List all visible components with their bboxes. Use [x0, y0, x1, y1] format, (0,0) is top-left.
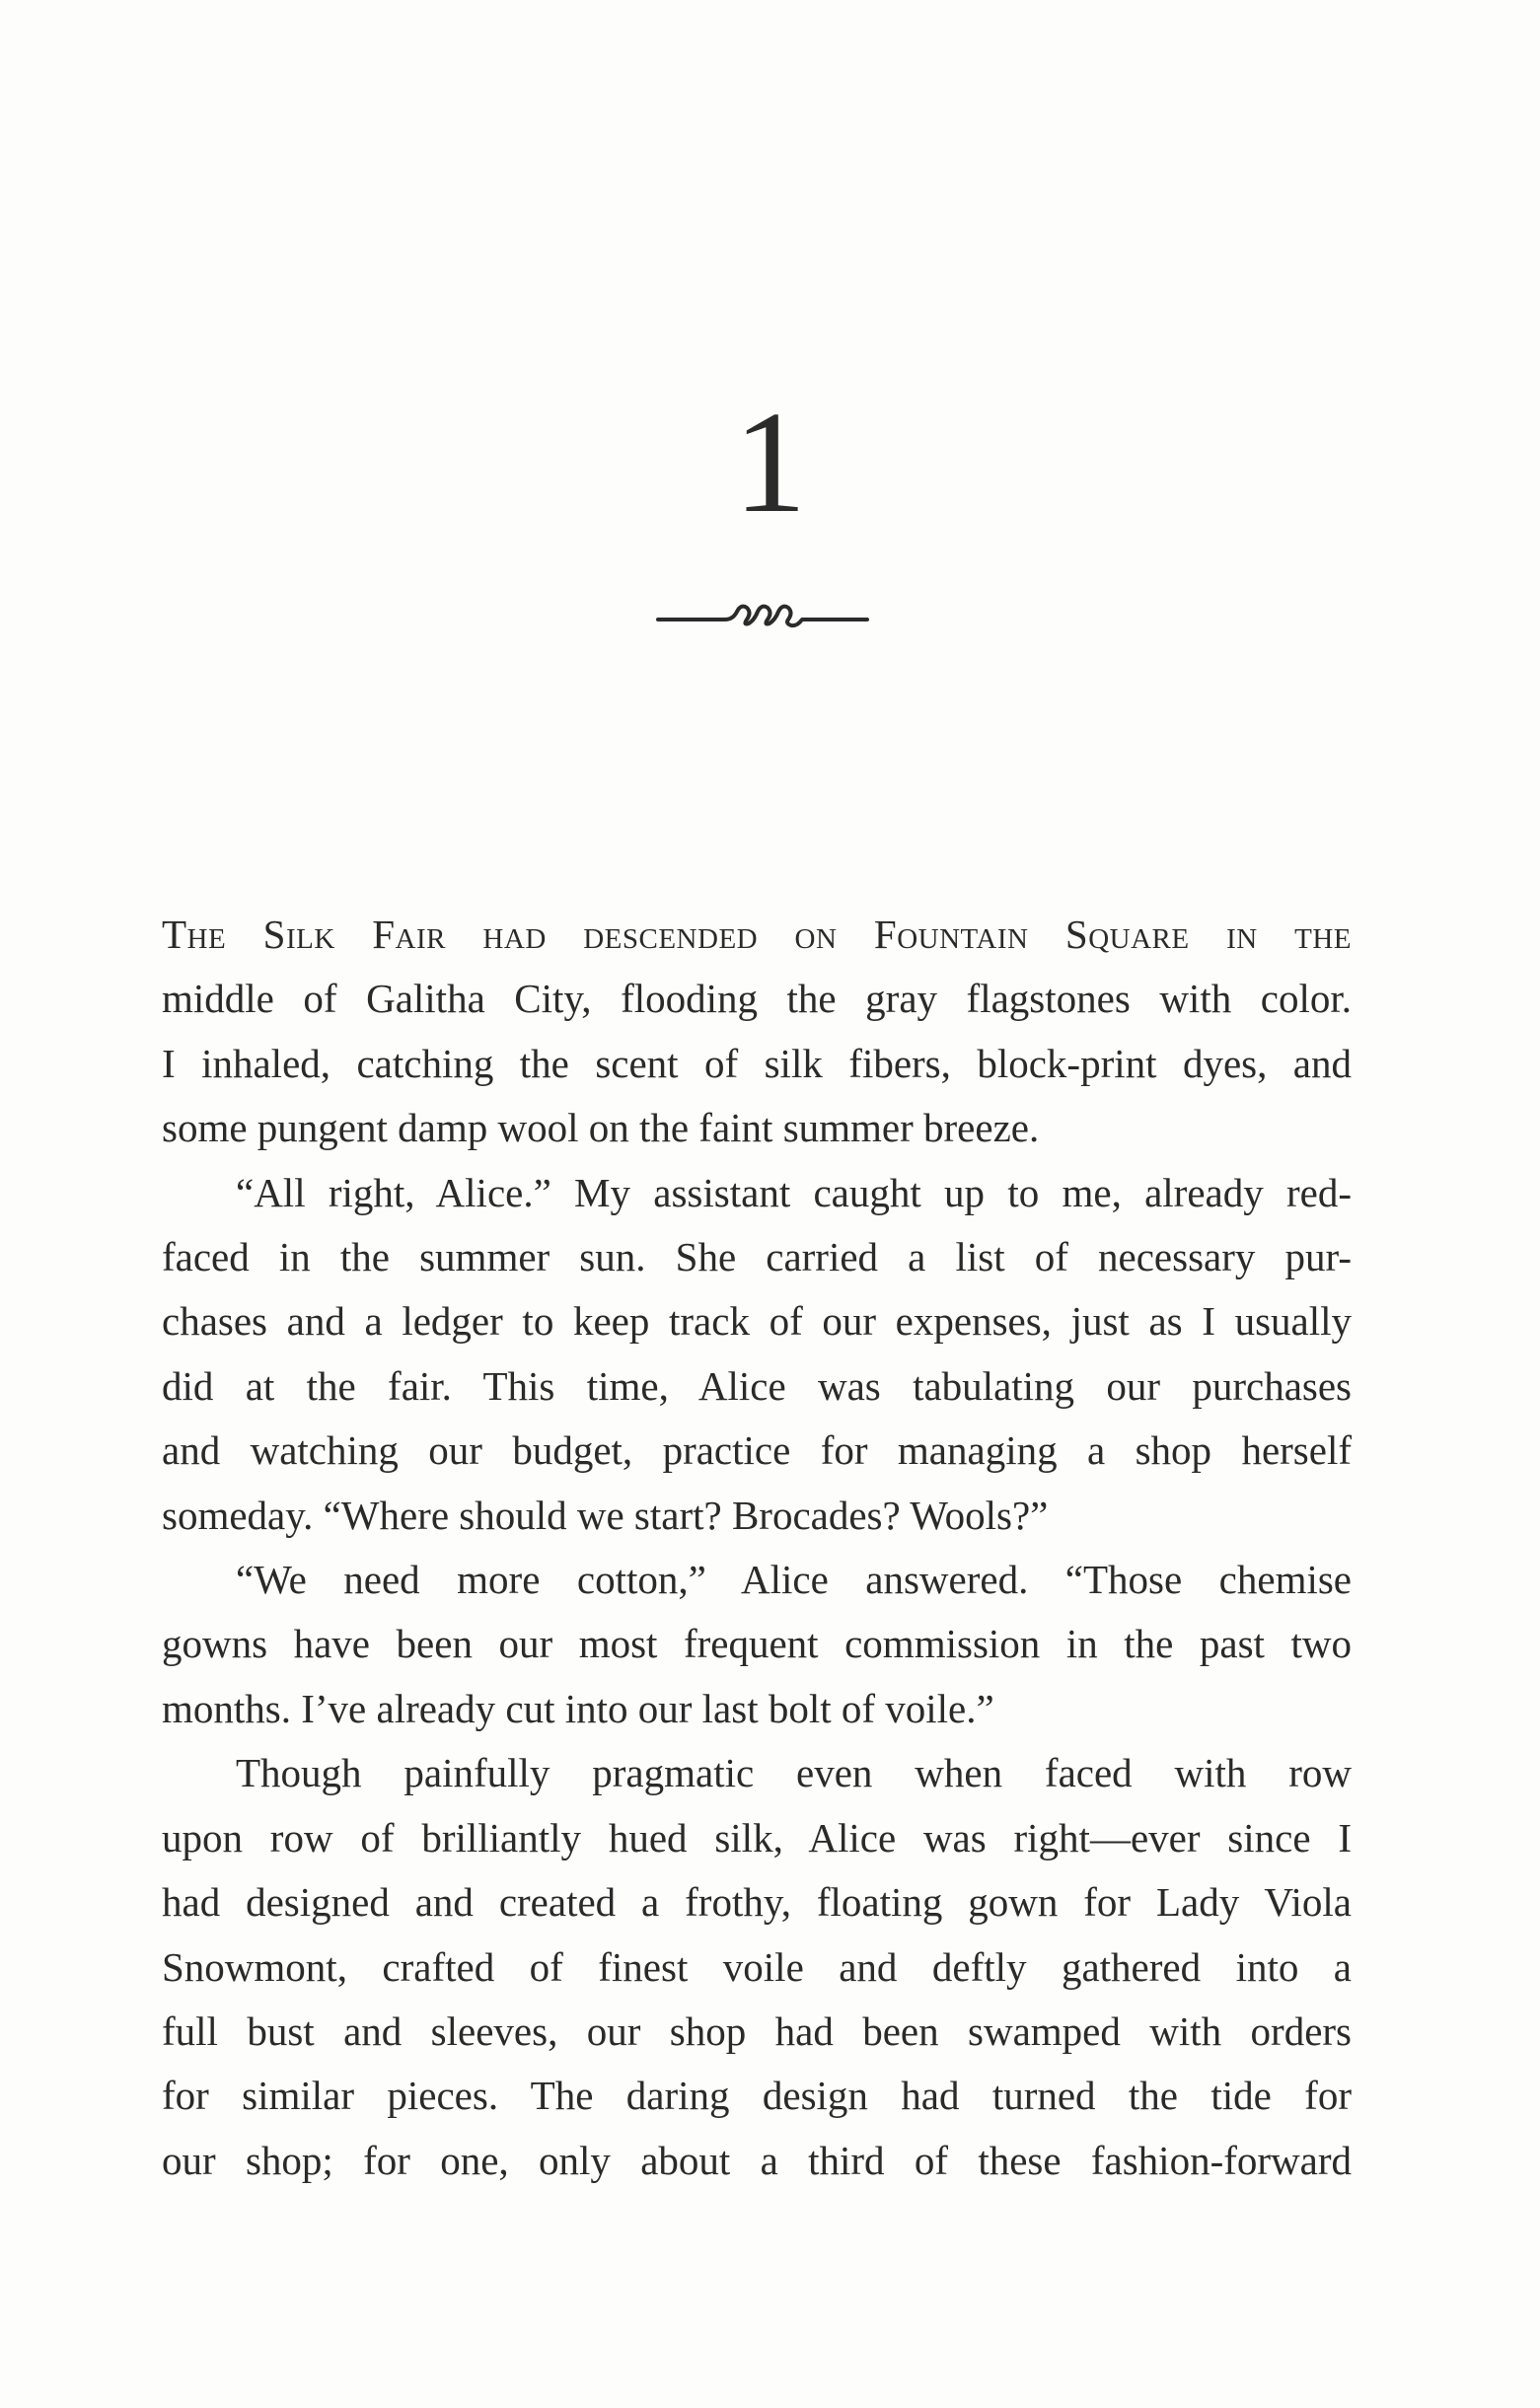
text-line: upon row of brilliantly hued silk, Alice was right—ever since I: [162, 1814, 1352, 1861]
text-line: for similar pieces. The daring design had turned the tide for: [162, 2073, 1352, 2119]
text-line: faced in the summer sun. She carried a list of necessary pur-: [162, 1234, 1352, 1280]
text-line: months. I’ve already cut into our last bolt of voile.”: [162, 1685, 994, 1731]
text-line: full bust and sleeves, our shop had been swamped with orders: [162, 2007, 1352, 2054]
text-line: middle of Galitha City, flooding the gray flagstones with color.: [162, 976, 1352, 1022]
text-line: I inhaled, catching the scent of silk fibers, block-print dyes, and: [162, 1040, 1352, 1086]
text-line: someday. “Where should we start? Brocades? Wools?”: [162, 1492, 1049, 1538]
opening-line: The Silk Fair had descended on Fountain Square in the: [162, 912, 1352, 957]
text-line: “All right, Alice.” My assistant caught up to me, already red-: [236, 1169, 1352, 1215]
scroll-flourish-icon: [656, 590, 869, 639]
text-line: and watching our budget, practice for managing a shop herself: [162, 1427, 1352, 1474]
chapter-number: 1: [733, 382, 807, 544]
text-line: “We need more cotton,” Alice answered. “Those chemise: [236, 1557, 1352, 1603]
text-line: Snowmont, crafted of finest voile and deftly gathered into a: [162, 1943, 1352, 1990]
text-line: gowns have been our most frequent commission in the past two: [162, 1621, 1352, 1667]
text-line: did at the fair. This time, Alice was tabulating our purchases: [162, 1362, 1352, 1409]
text-line: some pungent damp wool on the faint summer breeze.: [162, 1105, 1040, 1151]
text-line: Though painfully pragmatic even when faced with row: [236, 1750, 1352, 1796]
text-line: our shop; for one, only about a third of these fashion-forward: [162, 2137, 1352, 2183]
text-line: chases and a ledger to keep track of our expenses, just as I usually: [162, 1298, 1352, 1345]
chapter-text: [162, 903, 1352, 2193]
text-line: had designed and created a frothy, floating gown for Lady Viola: [162, 1879, 1352, 1926]
